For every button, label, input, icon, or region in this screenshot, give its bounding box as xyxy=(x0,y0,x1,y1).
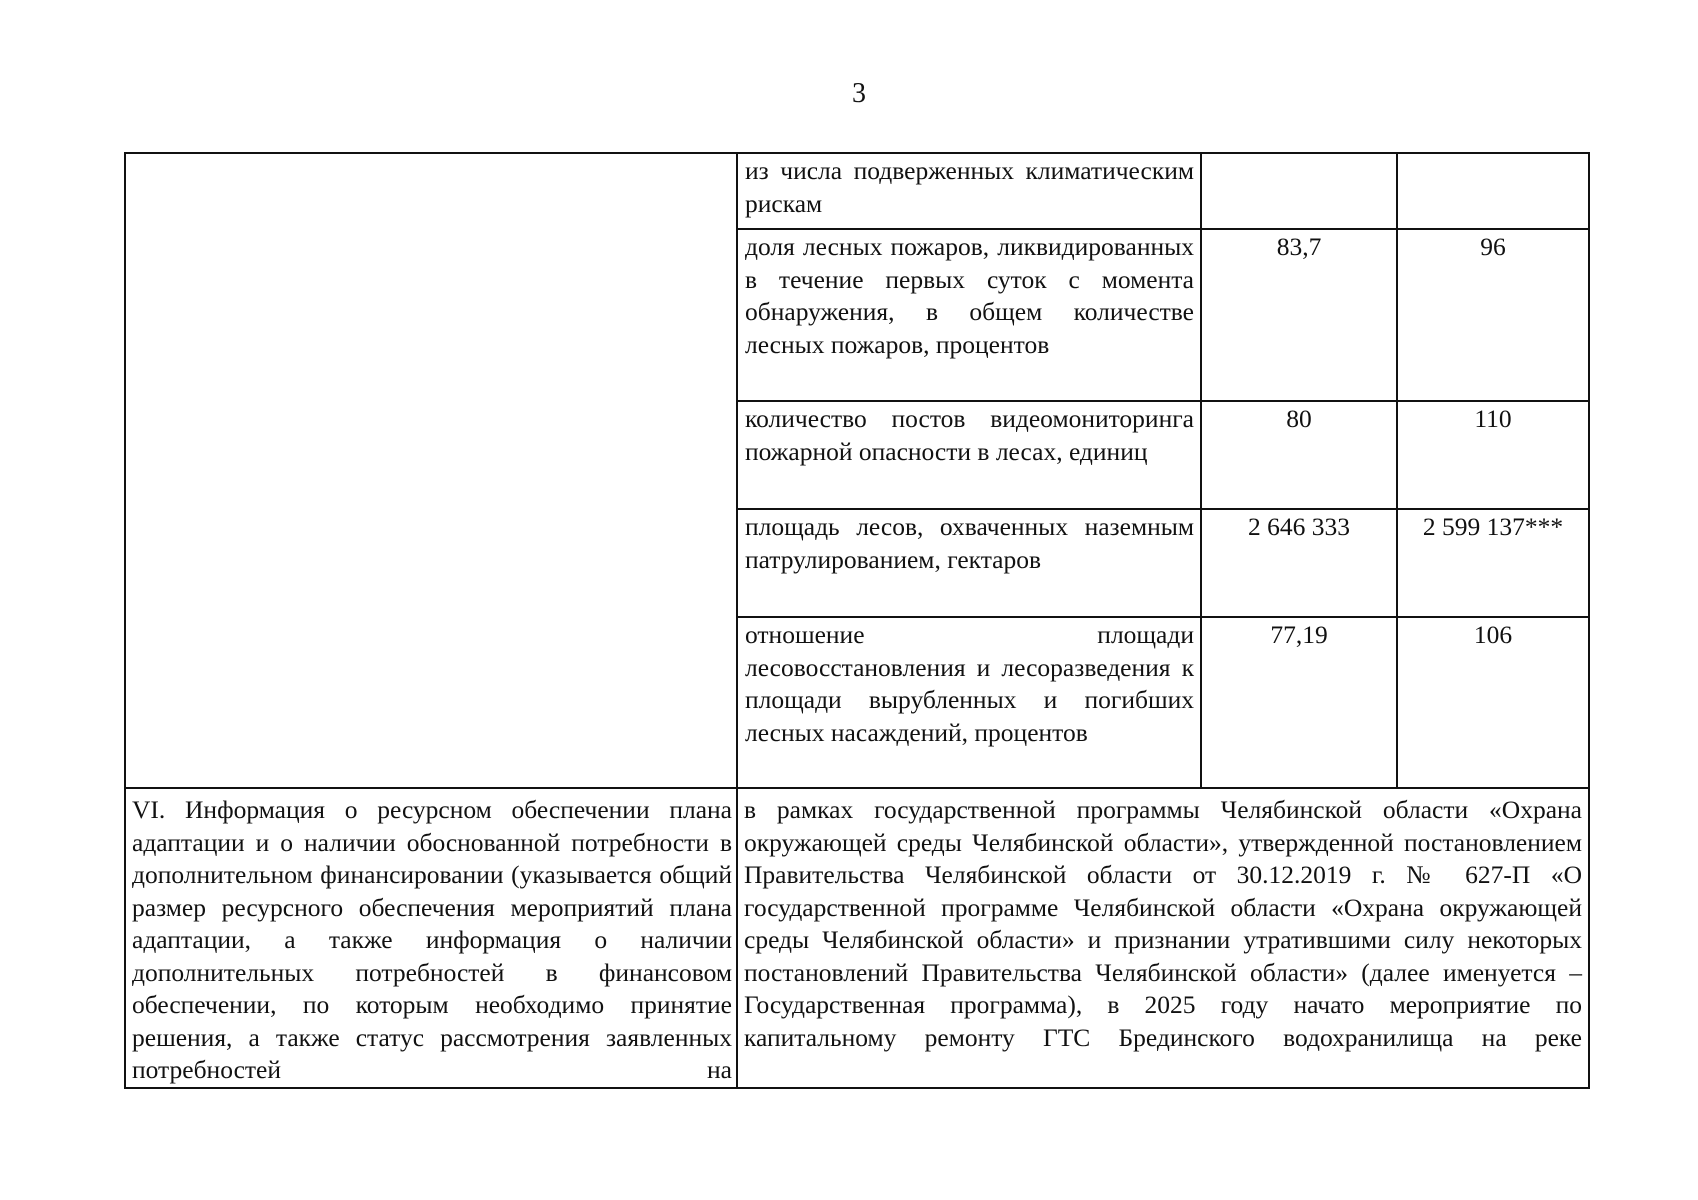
target-value-cell: 96 xyxy=(1397,229,1589,401)
target-value-cell: 110 xyxy=(1397,401,1589,509)
page-number: 3 xyxy=(852,78,866,109)
indicator-cell: количество постов видеомониторинга пожарной опасности в лесах, единиц xyxy=(737,401,1201,509)
indicator-cell: отношение площади лесовосстановления и лесоразведения к площади вырубленных и погибших лесных насаждений, процентов xyxy=(737,617,1201,788)
section-vi-title-cell: VI. Информация о ресурсном обеспечении плана адаптации и о наличии обоснованной потребности в дополнительном финансировании (указывается общий размер ресурсного обеспечения мероприятий плана адаптации, а также информация о наличии дополнительных потребностей в финансовом обеспечении, по которым необходимо принятие решения, а также статус рассмотрения заявленных потребностей на xyxy=(125,788,737,1088)
indicator-cell: доля лесных пожаров, ликвидированных в течение первых суток с момента обнаружения, в общем количестве лесных пожаров, процентов xyxy=(737,229,1201,401)
indicator-cell: из числа подверженных климатическим рискам xyxy=(737,153,1201,229)
base-value-cell xyxy=(1201,153,1397,229)
base-value-cell: 80 xyxy=(1201,401,1397,509)
table-row-section-vi xyxy=(125,788,1589,1088)
base-value-cell: 83,7 xyxy=(1201,229,1397,401)
empty-section-cell xyxy=(125,153,737,788)
section-vi-content-cell: в рамках государственной программы Челябинской области «Охрана окружающей среды Челябинской области», утвержденной постановлением Правительства Челябинской области от 30.12.2019 г. № 627-П «О государственной программе Челябинской области «Охрана окружающей среды Челябинской области» и признании утратившими силу некоторых постановлений Правительства Челябинской области» (далее именуется – Государственная программа), в 2025 году начато мероприятие по капитальному ремонту ГТС Брединского водохранилища на реке xyxy=(737,788,1589,1088)
indicators-table xyxy=(124,152,1590,1089)
base-value-cell: 2 646 333 xyxy=(1201,509,1397,617)
target-value-cell: 2 599 137*** xyxy=(1397,509,1589,617)
target-value-cell xyxy=(1397,153,1589,229)
indicator-cell: площадь лесов, охваченных наземным патрулированием, гектаров xyxy=(737,509,1201,617)
base-value-cell: 77,19 xyxy=(1201,617,1397,788)
table-row xyxy=(125,153,1589,229)
target-value-cell: 106 xyxy=(1397,617,1589,788)
